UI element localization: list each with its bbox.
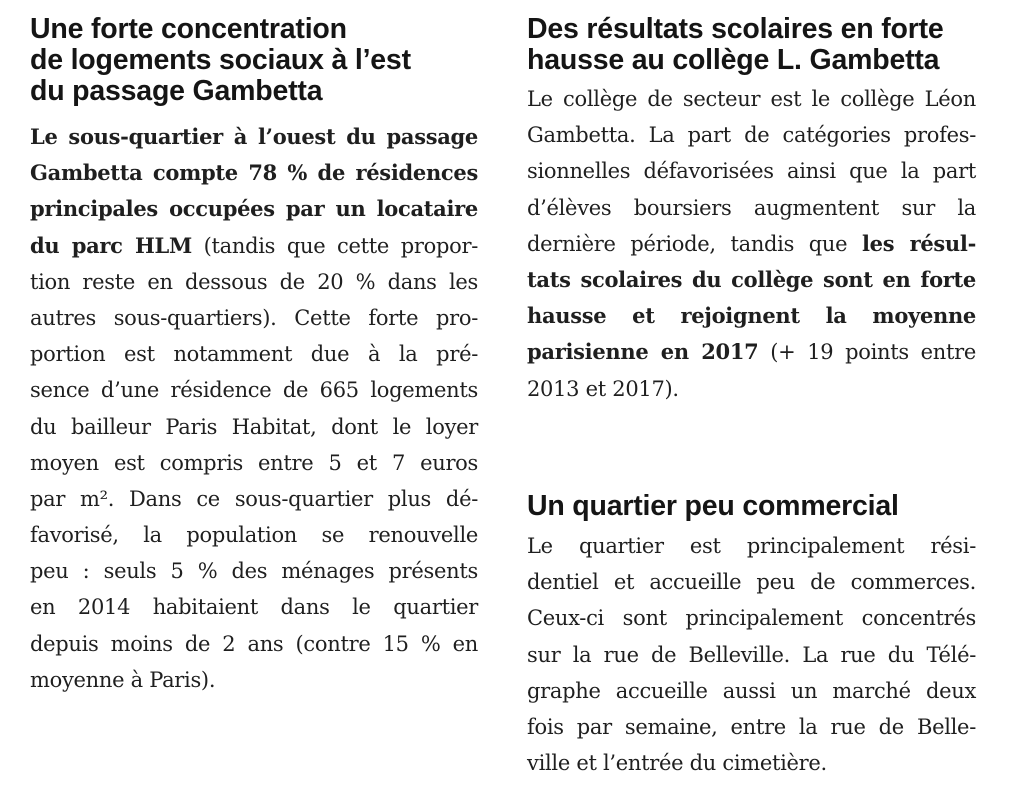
body-line	[30, 553, 478, 589]
text-run: d’élèves boursiers augmentent sur la	[527, 195, 976, 220]
heading-line: hausse au collège L. Gambetta	[527, 44, 940, 76]
heading-line: du passage Gambetta	[30, 75, 323, 107]
section-heading	[30, 14, 478, 107]
text-run: (+ 19 points entre	[758, 340, 976, 365]
section-heading	[527, 14, 976, 76]
body-line	[30, 228, 478, 264]
text-run: 2013 et 2017).	[527, 376, 679, 401]
body-line	[527, 190, 976, 226]
text-run: Le quartier est principalement rési-	[527, 534, 976, 558]
body-line	[527, 334, 976, 370]
heading-line: Des résultats scolaires en forte	[527, 13, 944, 45]
text-run: depuis moins de 2 ans (contre 15 % en	[30, 631, 478, 656]
bold-text: Gambetta compte 78 % de résidences	[30, 160, 478, 186]
section-body	[30, 119, 478, 698]
body-line	[30, 662, 478, 698]
body-line	[30, 155, 478, 191]
body-line	[30, 589, 478, 625]
body-line	[30, 517, 478, 553]
body-line	[527, 226, 976, 262]
heading-line: Un quartier peu commercial	[527, 490, 899, 522]
body-line	[527, 564, 976, 600]
body-line	[30, 336, 478, 372]
body-line	[30, 119, 478, 155]
text-run: dentiel et accueille peu de commerces.	[527, 570, 976, 595]
body-line	[527, 637, 976, 673]
body-line	[30, 445, 478, 481]
section-logements-sociaux	[30, 14, 478, 698]
body-line	[30, 481, 478, 517]
section-body	[527, 81, 976, 407]
body-line	[527, 153, 976, 189]
body-line	[527, 709, 976, 745]
body-line	[527, 117, 976, 153]
text-run: ville et l’entrée du cimetière.	[527, 751, 827, 776]
section-resultats-scolaires	[527, 14, 976, 407]
bold-text: hausse et rejoignent la moyenne	[527, 303, 976, 329]
body-line	[527, 673, 976, 709]
text-run: favorisé, la population se renouvelle	[30, 523, 478, 548]
section-quartier-commercial	[527, 491, 976, 781]
text-run: dernière période, tandis que	[527, 231, 862, 256]
text-run: autres sous-quartiers). Cette forte pro-	[30, 305, 478, 330]
body-line	[30, 409, 478, 445]
text-run: graphe accueille aussi un marché deux	[527, 678, 976, 703]
body-line	[30, 372, 478, 408]
body-line	[527, 371, 976, 407]
bold-text: tats scolaires du collège sont en forte	[527, 266, 976, 292]
text-run: fois par semaine, entre la rue de Belle-	[527, 714, 976, 739]
text-run: sence d’une résidence de 665 logements	[30, 378, 478, 403]
body-line	[30, 300, 478, 336]
text-run: moyen est compris entre 5 et 7 euros	[30, 450, 478, 475]
bold-text: parisienne en 2017	[527, 339, 759, 365]
bold-text: du parc HLM	[30, 232, 192, 258]
text-run: peu : seuls 5 % des ménages présents	[30, 559, 478, 584]
heading-line: Une forte concentration	[30, 13, 347, 45]
text-run: en 2014 habitaient dans le quartier	[30, 595, 478, 620]
text-run: du bailleur Paris Habitat, dont le loyer	[30, 414, 478, 439]
heading-line: de logements sociaux à l’est	[30, 44, 411, 76]
bold-text: principales occupées par un locataire	[30, 196, 478, 222]
section-heading	[527, 491, 976, 522]
body-line	[527, 81, 976, 117]
body-line	[30, 626, 478, 662]
bold-text: les résul-	[861, 230, 976, 256]
body-line	[30, 264, 478, 300]
text-run: moyenne à Paris).	[30, 667, 216, 692]
body-line	[30, 191, 478, 227]
text-run: Ceux-ci sont principalement concentrés	[527, 606, 976, 631]
text-run: (tandis que cette propor-	[191, 233, 478, 258]
text-run: sur la rue de Belleville. La rue du Télé-	[527, 642, 976, 667]
text-run: portion est notamment due à la pré-	[30, 342, 478, 367]
text-run: Le collège de secteur est le collège Léon	[527, 87, 976, 111]
body-line	[527, 528, 976, 564]
text-run: Gambetta. La part de catégories profes-	[527, 123, 976, 148]
section-body	[527, 528, 976, 781]
body-line	[527, 298, 976, 334]
body-line	[527, 262, 976, 298]
body-line	[527, 745, 976, 781]
text-run: sionnelles défavorisées ainsi que la part	[527, 159, 976, 184]
text-run: tion reste en dessous de 20 % dans les	[30, 269, 478, 294]
body-line	[527, 600, 976, 636]
text-run: par m². Dans ce sous-quartier plus dé-	[30, 486, 478, 511]
bold-text: Le sous-quartier à l’ouest du passage	[30, 124, 478, 149]
